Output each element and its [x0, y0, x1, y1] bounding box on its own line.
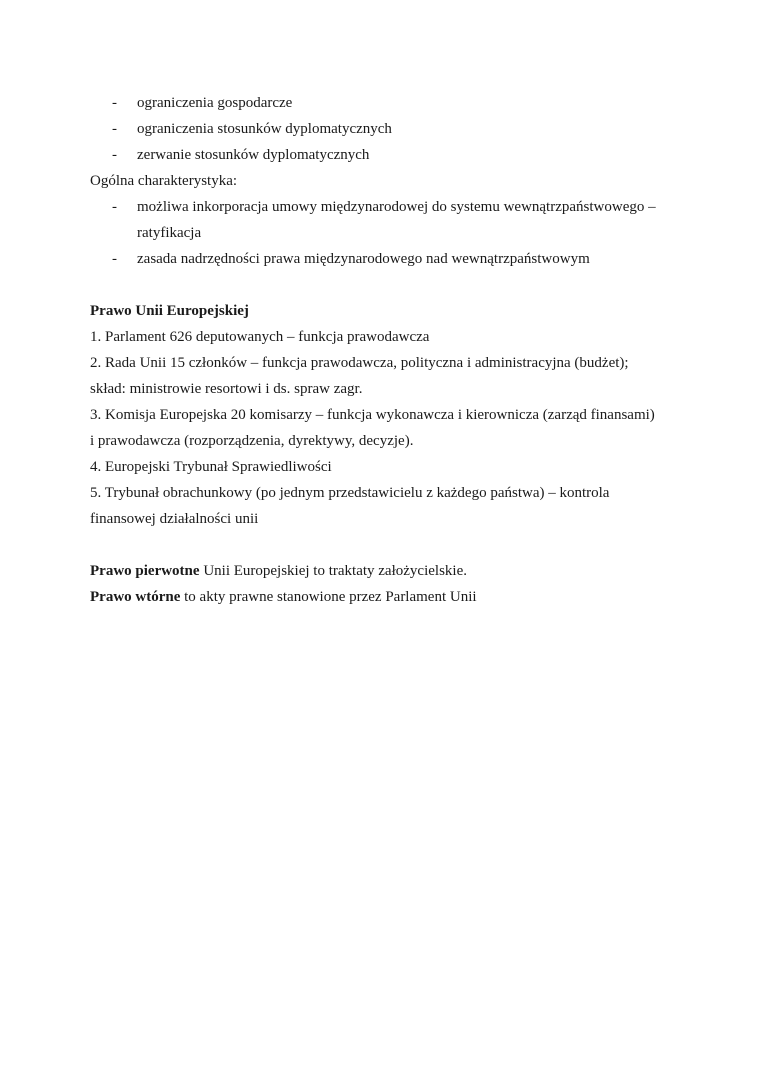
numbered-item-5: 5. Trybunał obrachunkowy (po jednym przedstawicielu z każdego państwa) – kontrola: [90, 485, 610, 501]
list-item: [90, 116, 690, 142]
bullet-dash: -: [112, 251, 117, 267]
numbered-item-3-continuation: i prawodawcza (rozporządzenia, dyrektywy, decyzje).: [90, 433, 414, 449]
numbered-item-5-continuation: finansowej działalności unii: [90, 511, 259, 527]
section-label: Ogólna charakterystyka:: [90, 173, 238, 189]
list-item-text: ograniczenia stosunków dyplomatycznych: [137, 121, 392, 137]
list-item-continuation: ratyfikacja: [137, 225, 202, 241]
list-item-text: ograniczenia gospodarcze: [137, 95, 293, 111]
numbered-item-3: 3. Komisja Europejska 20 komisarzy – funkcja wykonawcza i kierownicza (zarząd finansami): [90, 407, 655, 423]
definition-term: Prawo pierwotne: [90, 563, 200, 579]
list-item-text: zerwanie stosunków dyplomatycznych: [137, 147, 370, 163]
list-item: [90, 194, 690, 220]
bullet-dash: -: [112, 95, 117, 111]
numbered-item-2: 2. Rada Unii 15 członków – funkcja prawodawcza, polityczna i administracyjna (budżet);: [90, 355, 629, 371]
definition-term: Prawo wtórne: [90, 589, 181, 605]
document-page: [90, 90, 690, 610]
section-heading-text: Prawo Unii Europejskiej: [90, 303, 249, 319]
list-item: [90, 246, 690, 272]
section-heading: [90, 298, 690, 324]
numbered-item-1: 1. Parlament 626 deputowanych – funkcja prawodawcza: [90, 329, 430, 345]
numbered-item-4: 4. Europejski Trybunał Sprawiedliwości: [90, 459, 332, 475]
list-item: [90, 142, 690, 168]
bullet-dash: -: [112, 121, 117, 137]
definition-primary-law: [90, 558, 690, 584]
spacer: [90, 532, 690, 558]
list-item-text: zasada nadrzędności prawa międzynarodowego nad wewnątrzpaństwowym: [137, 251, 590, 267]
bullet-dash: -: [112, 147, 117, 163]
list-item-text: możliwa inkorporacja umowy międzynarodowej do systemu wewnątrzpaństwowego –: [137, 199, 656, 215]
list-item: [90, 90, 690, 116]
definition-secondary-law: [90, 584, 690, 610]
numbered-item-2-continuation: skład: ministrowie resortowi i ds. spraw zagr.: [90, 381, 363, 397]
definition-text: to akty prawne stanowione przez Parlament Unii: [180, 589, 477, 605]
spacer: [90, 272, 690, 298]
bullet-dash: -: [112, 199, 117, 215]
definition-text: Unii Europejskiej to traktaty założycielskie.: [199, 563, 467, 579]
